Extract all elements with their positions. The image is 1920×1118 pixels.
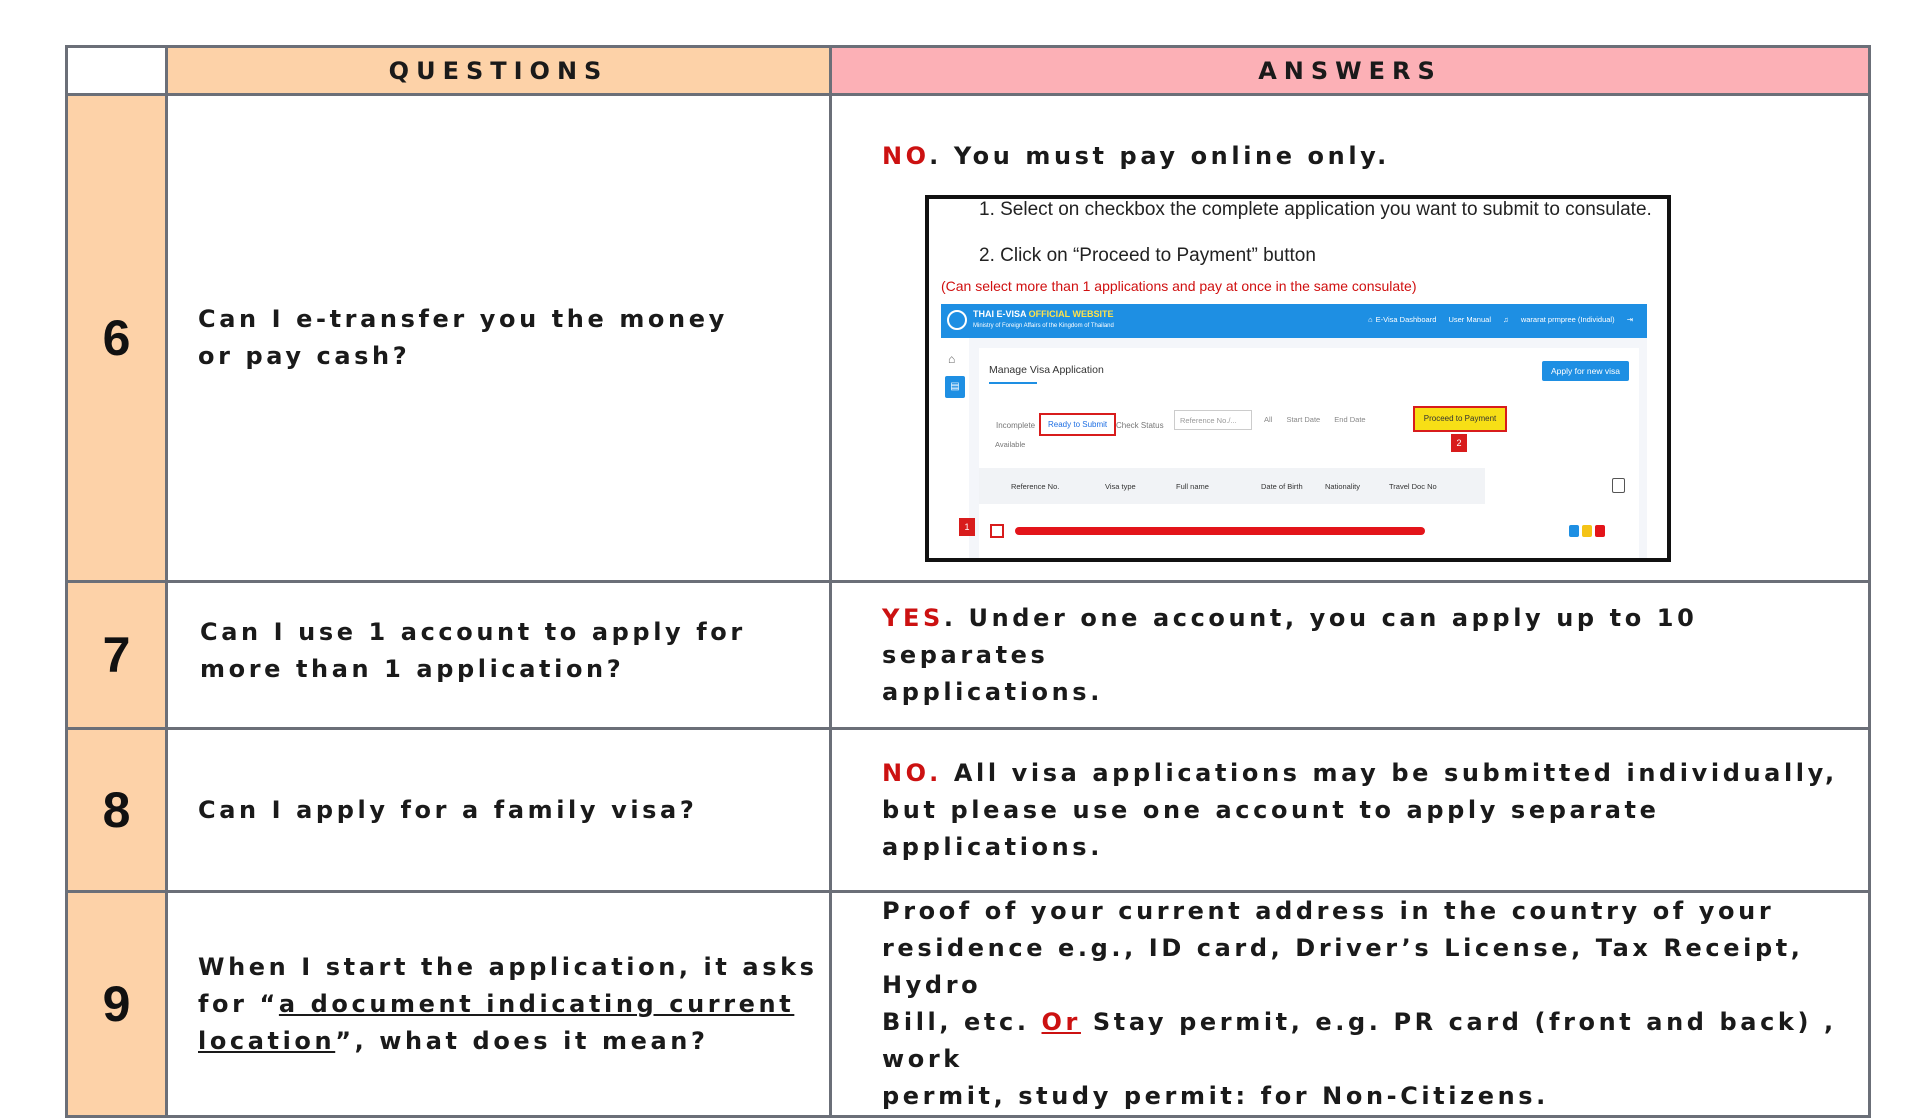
question-line: When I start the application, it asks bbox=[198, 952, 818, 981]
edit-icon bbox=[1582, 525, 1592, 537]
view-icon bbox=[1569, 525, 1579, 537]
row-checkbox bbox=[990, 524, 1004, 538]
site-title-a: THAI E-VISA bbox=[973, 309, 1029, 319]
answer-text bbox=[882, 600, 1838, 711]
row-number-cell bbox=[67, 729, 167, 892]
row-actions bbox=[1566, 524, 1605, 542]
question-cell bbox=[167, 892, 831, 1117]
faq-row-9 bbox=[67, 892, 1870, 1117]
site-title-b: OFFICIAL WEBSITE bbox=[1028, 309, 1114, 319]
nav-user: wararat prmpree (Individual) bbox=[1520, 315, 1615, 324]
applications-table-header bbox=[979, 468, 1485, 504]
home-icon: ⌂ bbox=[948, 352, 956, 366]
row-number: 9 bbox=[102, 976, 131, 1032]
payment-instructions-screenshot bbox=[925, 195, 1671, 562]
row-number: 6 bbox=[102, 310, 131, 366]
nav-dashboard: E-Visa Dashboard bbox=[1375, 315, 1437, 324]
header-questions: QUESTIONS bbox=[388, 56, 609, 85]
col-dob: Date of Birth bbox=[1261, 482, 1303, 491]
tab-check-status: Check Status bbox=[1116, 421, 1164, 430]
answer-line: residence e.g., ID card, Driver’s License, Tax Receipt, Hydro bbox=[882, 934, 1804, 999]
emblem-icon bbox=[947, 310, 967, 330]
col-visa-type: Visa type bbox=[1105, 482, 1136, 491]
tab-ready-to-submit: Ready to Submit bbox=[1039, 413, 1116, 436]
answer-line: . Under one account, you can apply up to 10 separates bbox=[882, 603, 1698, 669]
header-number-cell bbox=[67, 47, 167, 95]
header-questions-cell bbox=[167, 47, 831, 95]
step-badge-1: 1 bbox=[959, 518, 975, 536]
redacted-row-bar bbox=[1015, 527, 1425, 535]
bell-icon: ♫ bbox=[1503, 315, 1509, 324]
location-term-link: location bbox=[198, 1026, 336, 1055]
answer-cell bbox=[831, 582, 1870, 729]
faq-row-7 bbox=[67, 582, 1870, 729]
row-number: 8 bbox=[102, 782, 131, 838]
application-row bbox=[964, 508, 1485, 548]
header-answers: ANSWERS bbox=[1258, 56, 1442, 85]
question-text bbox=[198, 301, 829, 375]
reference-search: Reference No./... bbox=[1174, 410, 1252, 430]
answer-text bbox=[882, 755, 1838, 866]
answer-text bbox=[882, 138, 1838, 175]
document-term-link: a document indicating current bbox=[278, 989, 795, 1018]
answer-verdict: NO bbox=[882, 142, 930, 170]
question-line: Can I use 1 account to apply for bbox=[200, 618, 746, 646]
step-badge-2: 2 bbox=[1451, 434, 1467, 452]
faq-row-6 bbox=[67, 95, 1870, 582]
answer-line: All visa applications may be submitted individually, bbox=[941, 758, 1838, 787]
tab-incomplete: Incomplete bbox=[996, 421, 1036, 430]
answer-line: Bill, etc. bbox=[882, 1008, 1042, 1036]
site-title bbox=[973, 309, 1114, 319]
question-line: Can I e-transfer you the money bbox=[198, 305, 728, 333]
screenshot-note: (Can select more than 1 applications and pay at once in the same consulate) bbox=[941, 278, 1417, 294]
filter-start-date: Start Date bbox=[1286, 415, 1321, 424]
row-number-cell bbox=[67, 582, 167, 729]
answer-line: permit, study permit: for Non-Citizens. bbox=[882, 1082, 1549, 1110]
question-text: Can I apply for a family visa? bbox=[198, 795, 698, 824]
col-travel-doc: Travel Doc No bbox=[1389, 482, 1437, 491]
tab-available: Available bbox=[995, 440, 1026, 449]
answer-line: Proof of your current address in the country of your bbox=[882, 897, 1775, 925]
document-icon: ▤ bbox=[945, 376, 965, 398]
header-answers-cell bbox=[831, 47, 1870, 95]
trash-icon bbox=[1612, 478, 1625, 493]
answer-verdict: YES bbox=[882, 603, 944, 632]
faq-row-8 bbox=[67, 729, 1870, 892]
row-number: 7 bbox=[102, 627, 131, 683]
proceed-to-payment-button: Proceed to Payment bbox=[1413, 406, 1507, 432]
panel-title: Manage Visa Application bbox=[989, 364, 1104, 376]
logout-icon: ⇥ bbox=[1626, 315, 1633, 324]
question-text bbox=[200, 614, 829, 688]
answer-text bbox=[882, 893, 1838, 1115]
question-cell bbox=[167, 95, 831, 582]
answer-line: Stay permit, e.g. PR card (front and back) , work bbox=[882, 1008, 1837, 1073]
answer-line: but please use one account to apply separate bbox=[882, 795, 1660, 824]
apply-new-visa-button: Apply for new visa bbox=[1542, 361, 1629, 381]
col-nationality: Nationality bbox=[1325, 482, 1361, 491]
question-cell bbox=[167, 582, 831, 729]
question-cell bbox=[167, 729, 831, 892]
filter-end-date: End Date bbox=[1334, 415, 1366, 424]
header-row bbox=[67, 47, 1870, 95]
evisa-topbar bbox=[941, 304, 1647, 338]
answer-verdict: NO. bbox=[882, 758, 942, 787]
row-number-cell bbox=[67, 892, 167, 1117]
nav-manual: User Manual bbox=[1448, 315, 1491, 324]
panel-title-underline bbox=[989, 382, 1037, 384]
question-text bbox=[198, 949, 829, 1060]
answer-line: applications. bbox=[882, 677, 1103, 706]
question-line: ”, what does it mean? bbox=[335, 1026, 709, 1055]
col-reference: Reference No. bbox=[1011, 482, 1060, 491]
faq-table bbox=[65, 45, 1871, 1118]
answer-cell bbox=[831, 95, 1870, 582]
screenshot-step-1: 1. Select on checkbox the complete application you want to submit to consulate. bbox=[979, 199, 1652, 220]
answer-line: . You must pay online only. bbox=[929, 142, 1390, 170]
evisa-nav bbox=[1358, 315, 1633, 324]
question-line: or pay cash? bbox=[198, 342, 411, 370]
home-icon: ⌂ bbox=[1368, 315, 1373, 324]
row-number-cell bbox=[67, 95, 167, 582]
answer-cell bbox=[831, 892, 1870, 1117]
delete-icon bbox=[1595, 525, 1605, 537]
answer-cell bbox=[831, 729, 1870, 892]
date-filters bbox=[1264, 415, 1378, 424]
question-line: for “ bbox=[198, 989, 279, 1018]
manage-visa-panel bbox=[964, 348, 1639, 562]
answer-or-highlight: Or bbox=[1041, 1008, 1081, 1036]
question-line: more than 1 application? bbox=[200, 655, 625, 683]
site-subtitle: Ministry of Foreign Affairs of the Kingdom of Thailand bbox=[973, 323, 1114, 329]
col-full-name: Full name bbox=[1176, 482, 1209, 491]
answer-line: applications. bbox=[882, 832, 1103, 861]
evisa-app-screenshot bbox=[941, 304, 1647, 562]
screenshot-step-2: 2. Click on “Proceed to Payment” button bbox=[979, 245, 1316, 266]
filter-all: All bbox=[1264, 415, 1273, 424]
